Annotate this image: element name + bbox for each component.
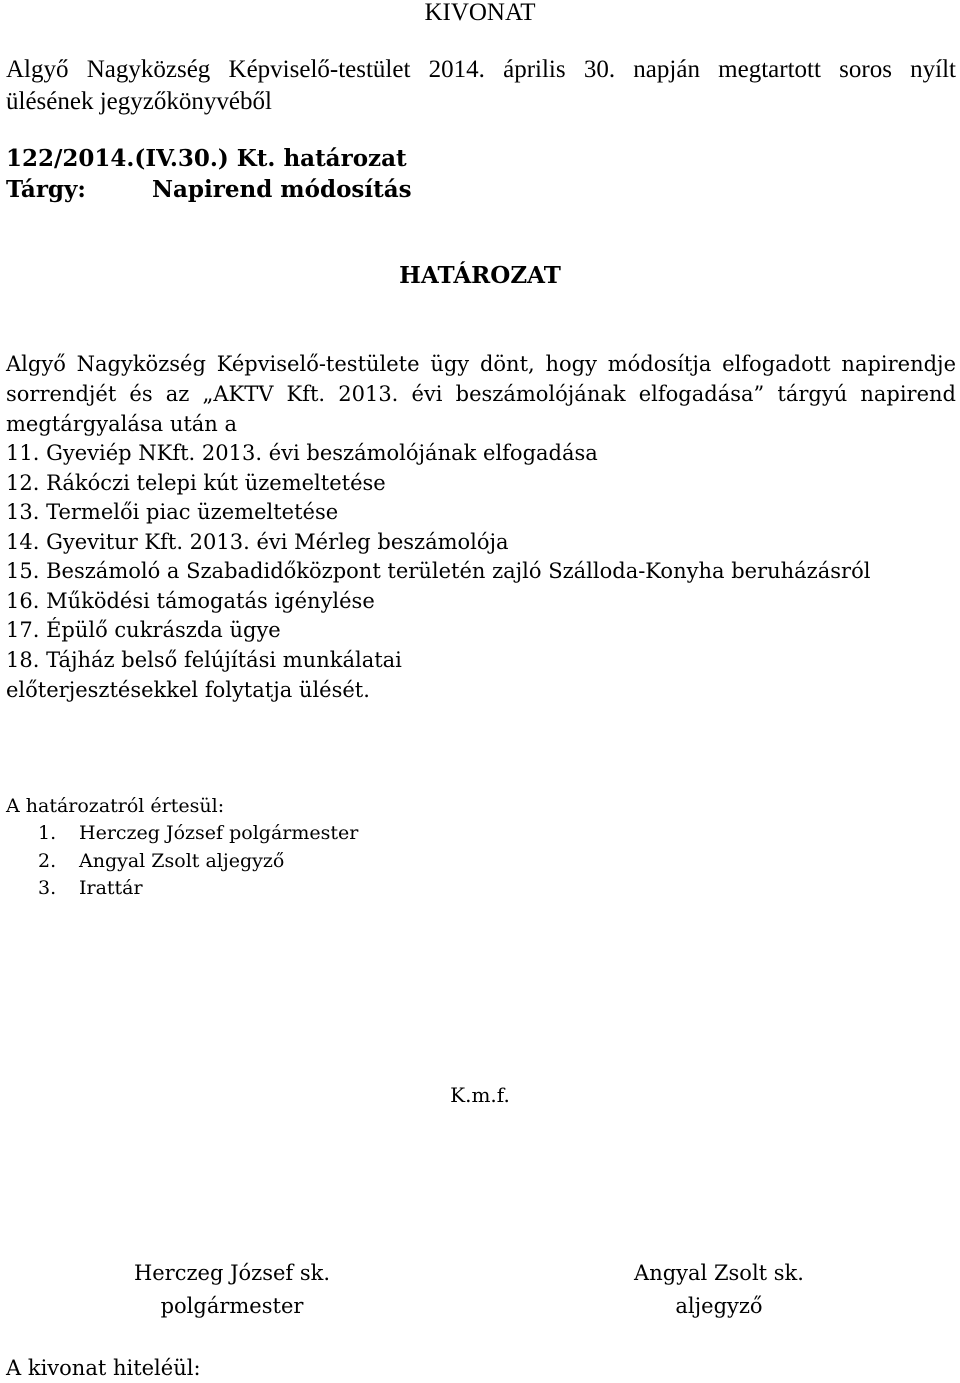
agenda-item-text: Termelői piac üzemeltetése — [46, 500, 339, 524]
agenda-item-number: 15. — [6, 559, 40, 583]
signature-mayor — [132, 1257, 332, 1323]
agenda-item-text: Beszámoló a Szabadidőközpont területén zajló Szálloda-Konyha beruházásról — [46, 559, 871, 583]
notify-item-text: Herczeg József polgármester — [79, 822, 359, 844]
subject-value: Napirend módosítás — [152, 176, 412, 203]
agenda-item-text: Működési támogatás igénylése — [46, 588, 375, 613]
certified-label: A kivonat hiteléül: — [6, 1356, 201, 1380]
resolution-heading: HATÁROZAT — [399, 262, 561, 289]
agenda-item — [6, 587, 870, 617]
body-line-2: sorrendjét és az „AKTV Kft. 2013. évi beszámolójának elfogadása” tárgyú napirend — [6, 382, 956, 406]
notify-list — [38, 820, 358, 903]
kmf-label: K.m.f. — [450, 1083, 510, 1107]
agenda-item — [6, 616, 870, 646]
agenda-item-number: 18. — [6, 647, 40, 672]
agenda-item-number: 17. — [6, 618, 40, 642]
body-line-3: megtárgyalása után a — [6, 412, 238, 436]
agenda-item-text: Gyevitur Kft. 2013. évi Mérleg beszámolója — [46, 529, 509, 554]
agenda-item-number: 16. — [6, 588, 40, 613]
agenda-item-number: 14. — [6, 529, 40, 554]
agenda-item-text: Épülő cukrászda ügye — [46, 618, 281, 642]
agenda-item-number: 11. — [6, 441, 40, 465]
signature-name: Herczeg József sk. — [133, 1261, 331, 1285]
notify-item-text: Irattár — [79, 877, 143, 899]
agenda-item-text: Rákóczi telepi kút üzemeltetése — [46, 470, 386, 495]
notify-label: A határozatról értesül: — [6, 795, 225, 817]
agenda-item — [6, 557, 870, 587]
notify-item — [38, 848, 358, 876]
intro-paragraph — [6, 54, 956, 118]
document-title: KIVONAT — [424, 0, 536, 26]
intro-line-1: Algyő Nagyközség Képviselő-testület 2014. április 30. napján megtartott soros nyílt — [6, 56, 956, 83]
notify-item-number: 1. — [38, 822, 57, 844]
notify-item — [38, 820, 358, 848]
closing-line: előterjesztésekkel folytatja ülését. — [6, 678, 370, 702]
agenda-item-text: Gyeviép NKft. 2013. évi beszámolójának elfogadása — [46, 441, 598, 465]
agenda-item — [6, 498, 870, 528]
resolution-body — [6, 349, 956, 439]
signature-role: polgármester — [160, 1294, 304, 1318]
agenda-item — [6, 469, 870, 499]
agenda-item-number: 13. — [6, 500, 40, 524]
signature-role: aljegyző — [675, 1294, 763, 1318]
resolution-number: 122/2014.(IV.30.) Kt. határozat — [6, 145, 407, 172]
agenda-item — [6, 528, 870, 558]
notify-item-number: 2. — [38, 849, 57, 872]
signature-name: Angyal Zsolt sk. — [634, 1261, 804, 1285]
agenda-item — [6, 646, 870, 676]
notify-item-text: Angyal Zsolt aljegyző — [79, 849, 285, 872]
intro-line-2: ülésének jegyzőkönyvéből — [6, 88, 272, 115]
agenda-list — [6, 439, 870, 675]
body-line-1: Algyő Nagyközség Képviselő-testülete ügy dönt, hogy módosítja elfogadott napirendje — [6, 352, 956, 376]
signature-deputy-clerk — [618, 1257, 820, 1323]
agenda-item-text: Tájház belső felújítási munkálatai — [46, 647, 402, 672]
subject-label: Tárgy: — [6, 176, 86, 203]
notify-item — [38, 875, 358, 903]
agenda-item-number: 12. — [6, 470, 40, 495]
agenda-item — [6, 439, 870, 469]
notify-item-number: 3. — [38, 877, 57, 899]
